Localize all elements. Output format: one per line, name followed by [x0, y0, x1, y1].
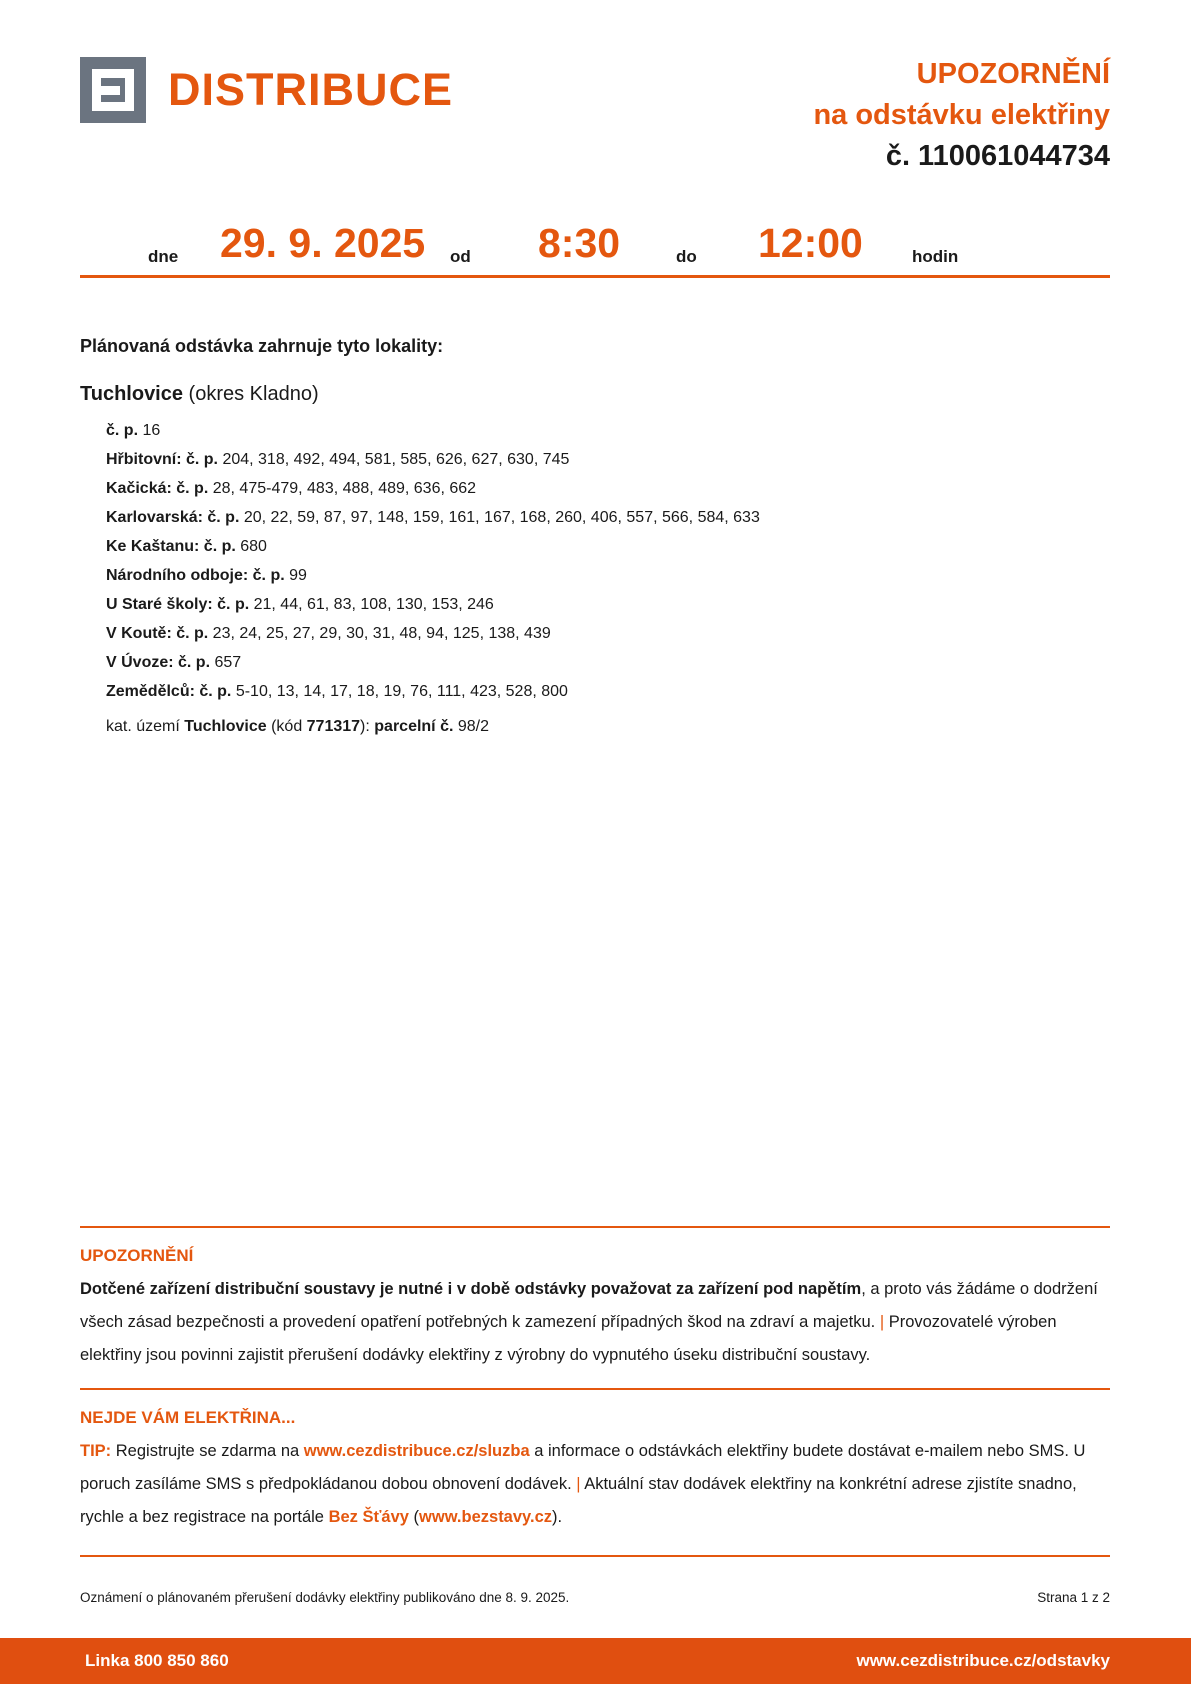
house-numbers: 657: [210, 654, 242, 671]
tip-text: Registrujte se zdarma na: [111, 1442, 304, 1460]
hotline-phone: Linka 800 850 860: [85, 1651, 229, 1670]
street-label: V Úvoze: č. p.: [106, 654, 211, 671]
municipality-line: [80, 383, 1110, 406]
publication-note: Oznámení o plánovaném přerušení dodávky elektřiny publikováno dne 8. 9. 2025.: [80, 1590, 570, 1605]
bezstavy-url-link[interactable]: www.bezstavy.cz: [419, 1508, 552, 1526]
list-item: [106, 677, 1110, 706]
localities-heading: Plánovaná odstávka zahrnuje tyto lokality:: [80, 336, 444, 356]
cadastral-text: (kód: [266, 718, 307, 735]
street-label: č. p.: [106, 422, 139, 439]
street-label: Hřbitovní: č. p.: [106, 451, 218, 468]
list-item: [106, 503, 1110, 532]
list-item: [106, 445, 1110, 474]
house-numbers: 99: [284, 567, 307, 584]
street-label: Zemědělců: č. p.: [106, 683, 232, 700]
pipe-separator: |: [879, 1313, 885, 1331]
house-numbers: 21, 44, 61, 83, 108, 130, 153, 246: [249, 596, 494, 613]
parcel-label: parcelní č.: [374, 718, 454, 735]
tip-label: TIP:: [80, 1442, 112, 1460]
divider: [80, 1555, 1110, 1557]
page-number: Strana 1 z 2: [1037, 1590, 1110, 1605]
localities-section: [80, 336, 1110, 736]
tip-paragraph: [80, 1435, 1110, 1534]
bezstavy-portal-link[interactable]: Bez Šťávy: [328, 1508, 409, 1526]
cez-logo-middle-bar: [92, 86, 120, 95]
cadastral-line: [106, 718, 1110, 736]
to-label: do: [676, 247, 697, 266]
service-link[interactable]: www.cezdistribuce.cz/sluzba: [303, 1442, 530, 1460]
tip-text: a informace o odstávkách elektřiny budete dostávat e-mailem nebo SMS. U poruch zasíláme SMS s předpokládanou dobou obnovení dodávek.: [80, 1442, 1086, 1493]
list-item: [106, 590, 1110, 619]
cadastral-code: 771317: [306, 718, 361, 735]
street-label: Národního odboje: č. p.: [106, 567, 285, 584]
list-item: [106, 416, 1110, 445]
end-time: 12:00: [758, 220, 863, 266]
start-time: 8:30: [538, 220, 621, 266]
house-numbers: 20, 22, 59, 87, 97, 148, 159, 161, 167, 168, 260, 406, 557, 566, 584, 633: [239, 509, 760, 526]
house-numbers: 5-10, 13, 14, 17, 18, 19, 76, 111, 423, 528, 800: [231, 683, 568, 700]
cadastral-text: kat. území: [106, 718, 185, 735]
publication-row: [80, 1590, 1110, 1605]
notice-number: č. 110061044734: [885, 140, 1110, 172]
warning-text: , a proto vás žádáme o dodržení všech zásad bezpečnosti a provedení opatření potřebných k zamezení případných škod na zdraví a majetku.: [80, 1280, 1098, 1331]
municipality-name: Tuchlovice: [80, 383, 183, 405]
warning-heading: UPOZORNĚNÍ: [80, 1246, 194, 1265]
warning-text: Provozovatelé výroben elektřiny jsou povinni zajistit přerušení dodávky elektřiny z výrobny do vypnutého úseku distribuční soustavy.: [80, 1313, 1057, 1364]
outage-schedule: [80, 220, 1110, 278]
list-item: [106, 561, 1110, 590]
street-label: Ke Kaštanu: č. p.: [106, 538, 236, 555]
warning-lead: Dotčené zařízení distribuční soustavy je nutné i v době odstávky považovat za zařízení pod napětím: [80, 1280, 862, 1298]
street-label: Kačická: č. p.: [106, 480, 209, 497]
notice-title-line2: na odstávku elektřiny: [813, 99, 1110, 131]
date-label: dne: [148, 247, 179, 266]
street-label: Karlovarská: č. p.: [106, 509, 240, 526]
list-item: [106, 648, 1110, 677]
hours-label: hodin: [912, 247, 959, 266]
house-numbers: 204, 318, 492, 494, 581, 585, 626, 627, 630, 745: [218, 451, 570, 468]
cez-logo-icon: [80, 57, 146, 123]
notice-title-line1: UPOZORNĚNÍ: [916, 58, 1110, 90]
tip-text: ).: [552, 1508, 563, 1526]
notice-title-block: [813, 54, 1110, 177]
street-label: U Staré školy: č. p.: [106, 596, 250, 613]
brand-header: [80, 57, 453, 123]
house-numbers: 680: [235, 538, 267, 555]
list-item: [106, 474, 1110, 503]
list-item: [106, 619, 1110, 648]
brand-name: DISTRIBUCE: [168, 64, 454, 115]
info-sections: [80, 1226, 1110, 1605]
cadastral-text: ):: [360, 718, 375, 735]
tip-text: Aktuální stav dodávek elektřiny na konkrétní adrese zjistíte snadno, rychle a bez registrace na portále: [80, 1475, 1077, 1526]
divider: [80, 1388, 1110, 1390]
outages-url-link[interactable]: www.cezdistribuce.cz/odstavky: [856, 1651, 1110, 1670]
list-item: [106, 532, 1110, 561]
pipe-separator: |: [576, 1475, 581, 1493]
municipality-district: (okres Kladno): [183, 383, 319, 405]
street-label: V Koutě: č. p.: [106, 625, 209, 642]
cadastral-area-name: Tuchlovice: [184, 718, 267, 735]
tip-text: (: [408, 1508, 420, 1526]
divider: [80, 1226, 1110, 1228]
locality-list: [106, 416, 1110, 706]
from-label: od: [450, 247, 471, 266]
warning-paragraph: [80, 1273, 1110, 1372]
outage-date: 29. 9. 2025: [220, 220, 426, 266]
parcel-number: 98/2: [453, 718, 490, 735]
house-numbers: 16: [138, 422, 161, 439]
no-power-heading: NEJDE VÁM ELEKTŘINA...: [80, 1408, 296, 1427]
house-numbers: 23, 24, 25, 27, 29, 30, 31, 48, 94, 125, 138, 439: [208, 625, 551, 642]
footer-bar: [0, 1638, 1191, 1684]
house-numbers: 28, 475-479, 483, 488, 489, 636, 662: [208, 480, 477, 497]
